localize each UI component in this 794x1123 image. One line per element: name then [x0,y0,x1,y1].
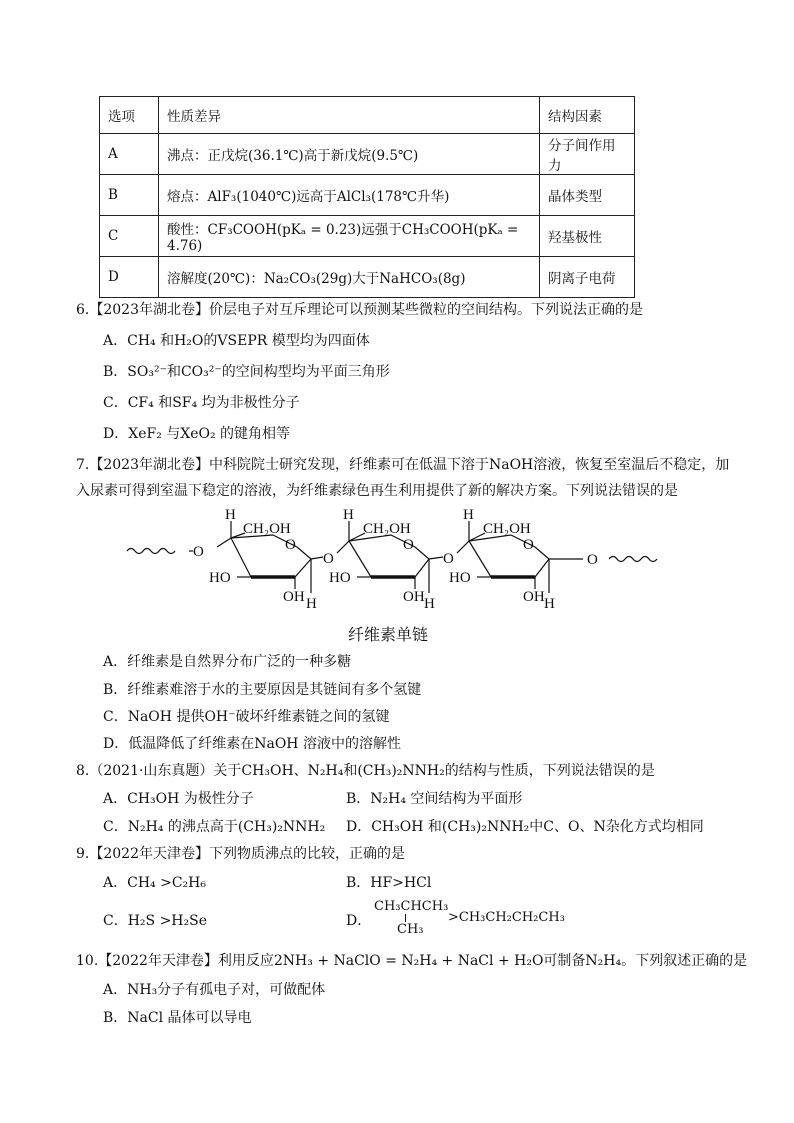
label-h: H [306,596,317,612]
q10-stem: 10.【2022年天津卷】利用反应2NH₃ + NaClO = N₂H₄ + NaCl + H₂O可制备N₂H₄。下列叙述正确的是 [76,953,748,969]
q7-option-b: B．纤维素难溶于水的主要原因是其链间有多个氢键 [103,682,422,698]
q9-option-d-letter: D． [346,913,372,929]
row-option: D [100,257,159,298]
label-oh: OH [403,589,425,605]
table-row [100,257,635,298]
label-h: H [424,596,435,612]
cellulose-chain-structure [125,505,670,617]
q8-option-c: C．N₂H₄ 的沸点高于(CH₃)₂NNH₂ [103,819,326,835]
row-property: 熔点：AlF₃(1040℃)远高于AlCl₃(178℃升华) [159,175,540,216]
row-option: B [100,175,159,216]
row-property: 酸性：CF₃COOH(pKₐ = 0.23)远强于CH₃COOH(pKₐ = 4.76) [159,216,540,257]
q9-option-d-top: CH₃CHCH₃ [374,899,449,914]
label-ch2oh: CH₂OH [483,521,531,537]
q7-stem-line2: 入尿素可得到室温下稳定的溶液，为纤维素绿色再生利用提供了新的解决方案。下列说法错误的是 [76,483,678,499]
q7-option-d: D．低温降低了纤维素在NaOH 溶液中的溶解性 [103,736,401,752]
label-o: O [323,551,334,567]
row-factor: 晶体类型 [540,175,635,216]
label-o: O [193,544,204,560]
q8-option-b: B．N₂H₄ 空间结构为平面形 [346,791,523,807]
label-h: H [343,507,354,523]
label-ring-o: O [285,537,296,553]
label-h: H [544,596,555,612]
row-factor: 分子间作用力 [540,134,635,175]
q9-option-c: C．H₂S >H₂Se [103,913,208,929]
row-property: 溶解度(20℃)：Na₂CO₃(29g)大于NaHCO₃(8g) [159,257,540,298]
q7-option-a: A．纤维素是自然界分布广泛的一种多糖 [103,654,352,670]
q7-option-c: C．NaOH 提供OH⁻破坏纤维素链之间的氢键 [103,709,390,725]
q6-stem: 6.【2023年湖北卷】价层电子对互斥理论可以预测某些微粒的空间结构。下列说法正确的是 [76,302,643,318]
row-property: 沸点：正戊烷(36.1℃)高于新戊烷(9.5℃) [159,134,540,175]
q8-option-d: D．CH₃OH 和(CH₃)₂NNH₂中C、O、N杂化方式均相同 [346,819,704,835]
q6-option-a: A．CH₄ 和H₂O的VSEPR 模型均为四面体 [103,333,370,349]
label-o: O [443,551,454,567]
label-h: H [225,507,236,523]
header-property: 性质差异 [159,97,540,134]
q9-option-d-rest: >CH₃CH₂CH₂CH₃ [448,910,565,925]
header-factor: 结构因素 [540,97,635,134]
q9-stem: 9.【2022年天津卷】下列物质沸点的比较，正确的是 [76,846,405,862]
q10-option-a: A．NH₃分子有孤电子对，可做配体 [103,982,326,998]
label-oh: OH [523,589,545,605]
header-option: 选项 [100,97,159,134]
q9-option-a: A．CH₄ >C₂H₆ [103,875,206,891]
q8-option-a: A．CH₃OH 为极性分子 [103,791,254,807]
label-ch2oh: CH₂OH [243,521,291,537]
q10-option-b: B．NaCl 晶体可以导电 [103,1010,252,1026]
property-table [99,96,635,298]
row-option: A [100,134,159,175]
q7-stem-line1: 7.【2023年湖北卷】中科院院士研究发现，纤维素可在低温下溶于NaOH溶液，恢复至室温后不稳定，加 [76,457,730,473]
table-header-row [100,97,635,134]
label-ring-o: O [403,537,414,553]
label-o: O [587,552,598,568]
q9-option-b: B．HF>HCl [346,875,432,891]
label-ring-o: O [523,537,534,553]
label-oh: OH [283,589,305,605]
table-row [100,216,635,257]
label-ho: HO [209,570,231,586]
figure-caption: 纤维素单链 [348,625,429,644]
label-ho: HO [329,570,351,586]
row-factor: 羟基极性 [540,216,635,257]
label-ch2oh: CH₂OH [363,521,411,537]
table-row [100,134,635,175]
q6-option-d: D．XeF₂ 与XeO₂ 的键角相等 [103,426,291,442]
q8-stem: 8.（2021·山东真题）关于CH₃OH、N₂H₄和(CH₃)₂NNH₂的结构与性质，下列说法错误的是 [76,763,655,779]
q9-option-d-bottom: CH₃ [397,922,424,937]
q6-option-c: C．CF₄ 和SF₄ 均为非极性分子 [103,395,300,411]
row-option: C [100,216,159,257]
table-row [100,175,635,216]
label-h: H [463,507,474,523]
branch-bond [405,914,406,922]
q6-option-b: B．SO₃²⁻和CO₃²⁻的空间构型均为平面三角形 [103,364,390,380]
row-factor: 阴离子电荷 [540,257,635,298]
label-ho: HO [449,570,471,586]
